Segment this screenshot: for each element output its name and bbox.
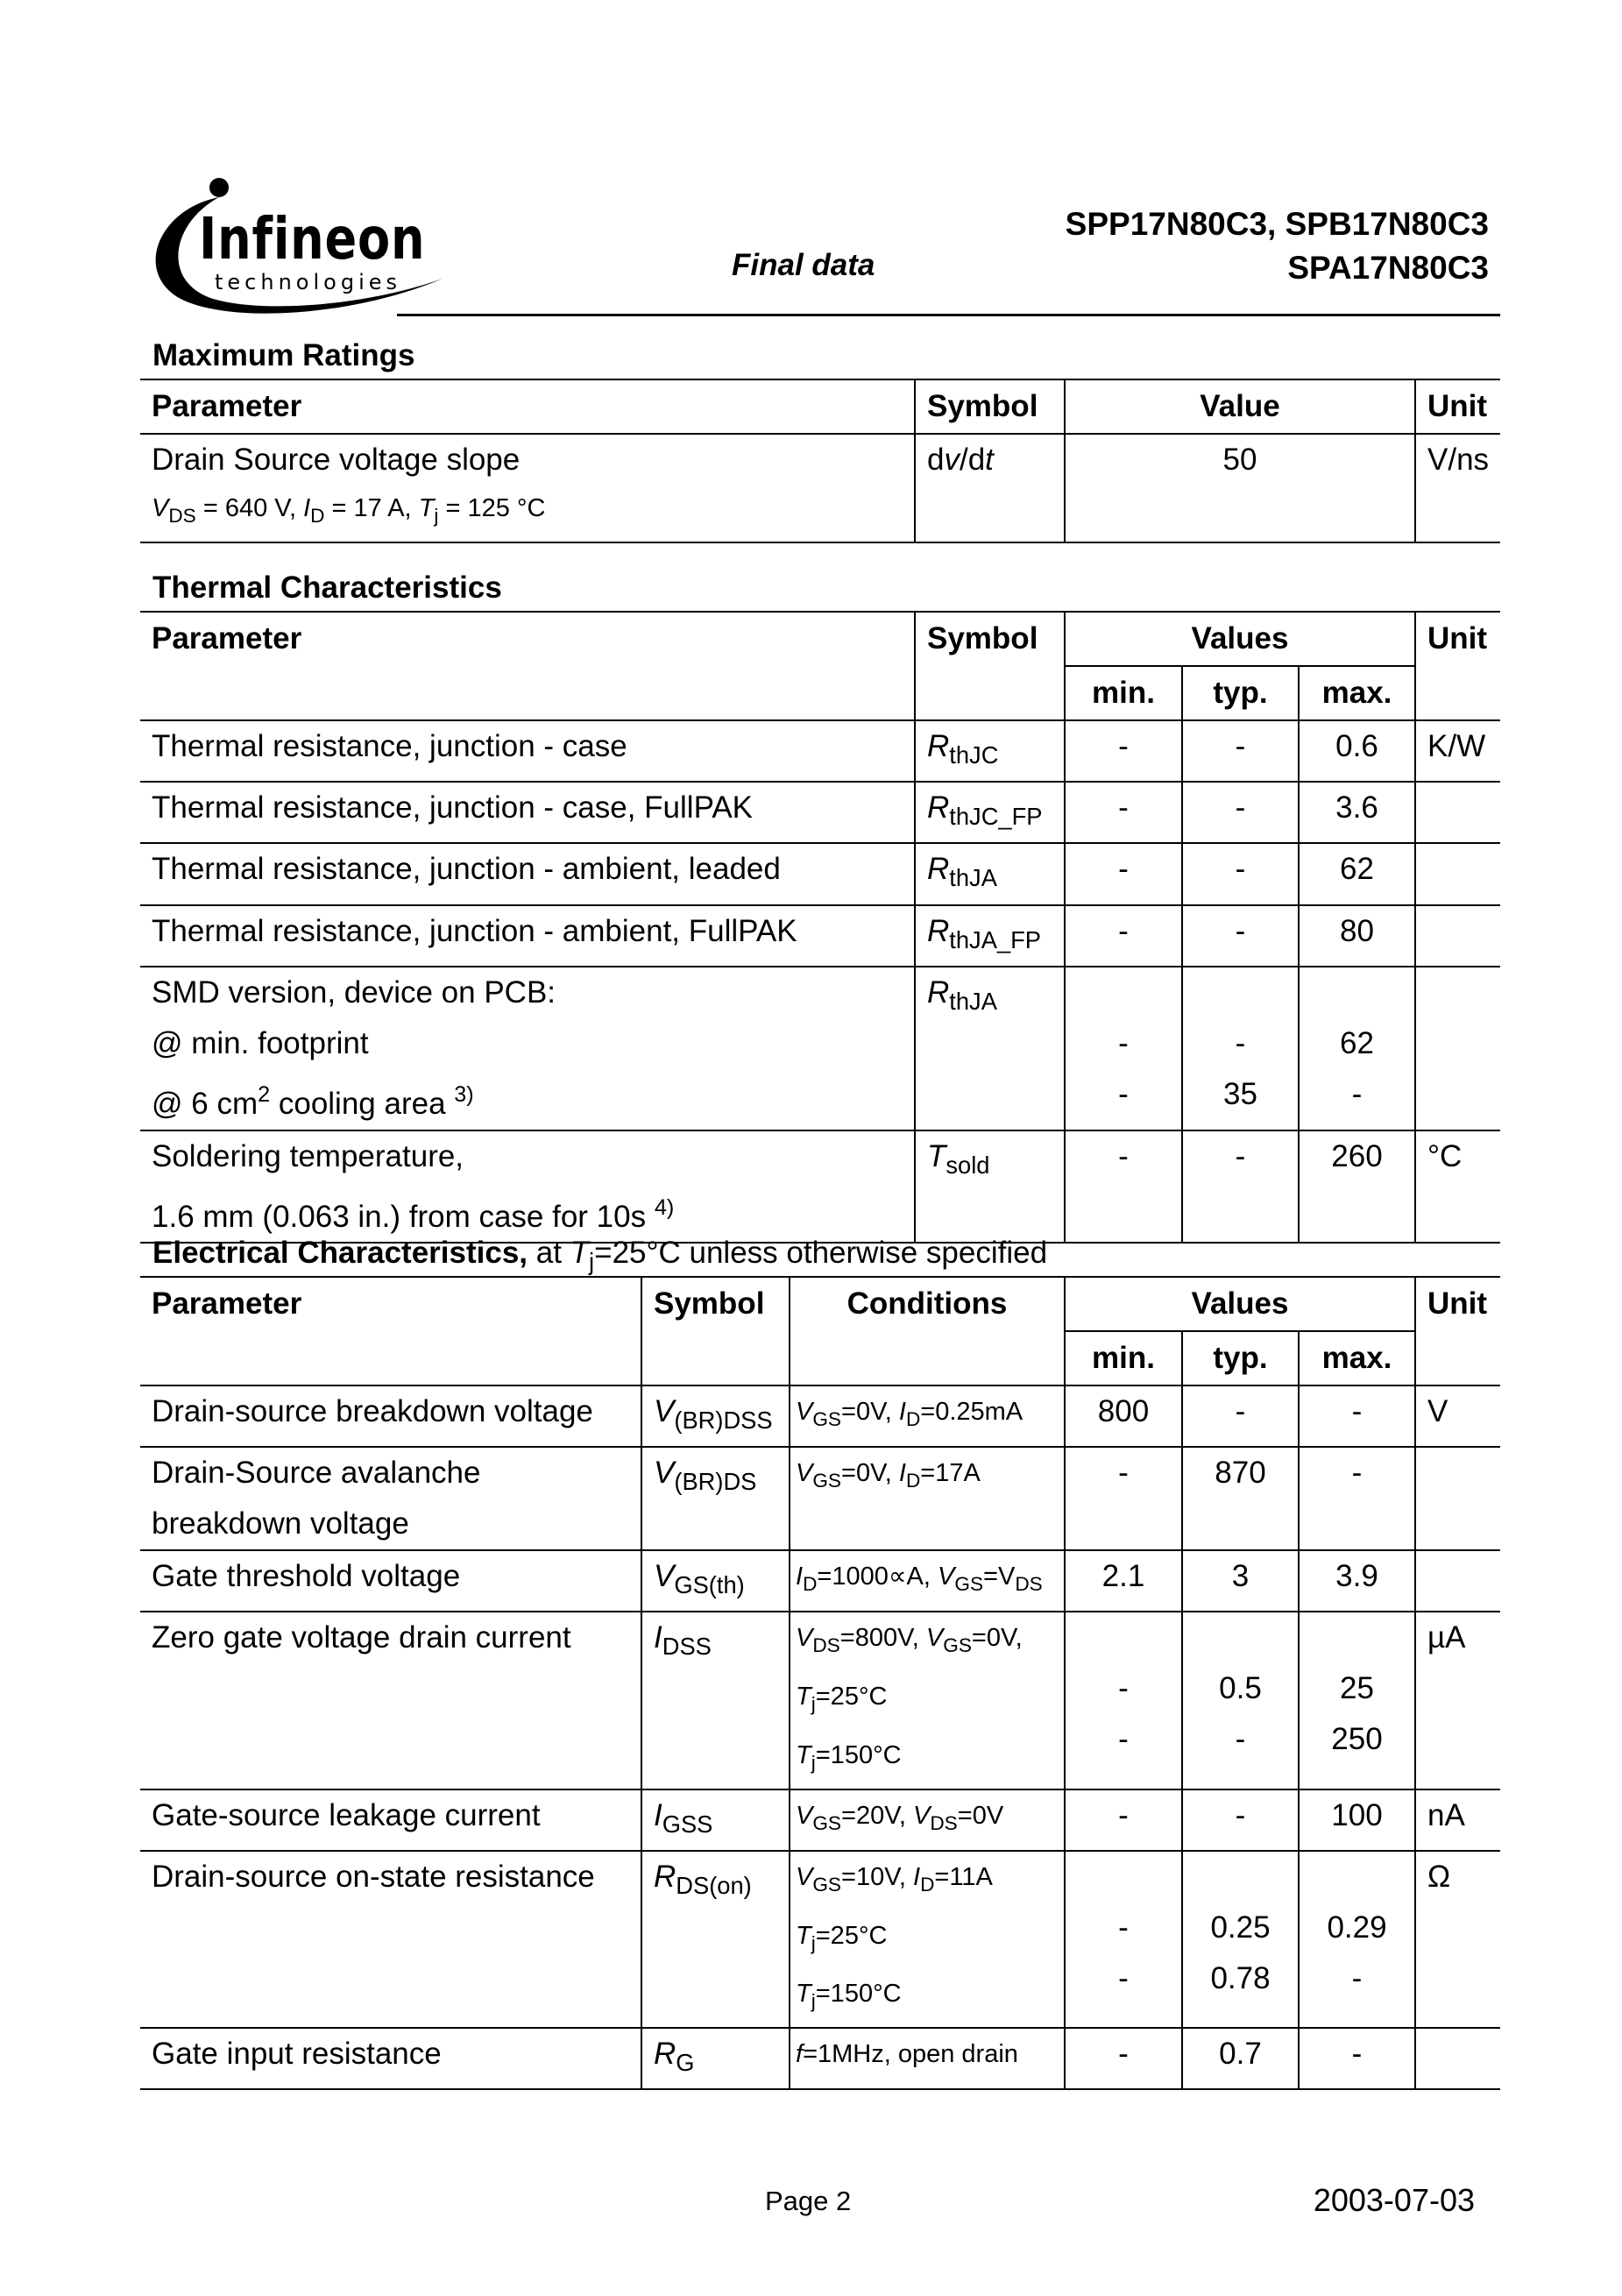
row-symbol: $R_{DS(on)}$	[641, 1851, 790, 2028]
table-row: Drain-source on-state resistance $R_{DS(on)}$ $V_{GS}=10V$, $I_D=11A$ $T_j=25^\circ C$ $T_j=150^\circ C$ - - 0.25 0.78 0.29 - Ω	[140, 1851, 1500, 2028]
maximum-ratings-table	[140, 379, 1500, 543]
row-conditions: $V_{GS}=0V$, $I_D=0.25mA$	[790, 1385, 1065, 1447]
row-value: 50	[1065, 434, 1415, 542]
logo-word: Infineon	[199, 205, 426, 273]
row-max: 260	[1299, 1130, 1415, 1244]
electrical-section	[140, 1230, 1500, 2090]
table-subheader-row	[140, 1331, 1500, 1385]
table-row	[140, 1130, 1500, 1244]
row-symbol: $V_{(BR)DS}$	[641, 1447, 790, 1550]
row-parameter: Thermal resistance, junction - case	[152, 729, 627, 763]
row-symbol: $R_{thJA\_FP}$	[915, 905, 1065, 967]
row-conditions: f=1MHz, open drain	[790, 2028, 1065, 2089]
row-symbol: $R_{thJC\_FP}$	[915, 782, 1065, 843]
row-min: 2.1	[1065, 1550, 1182, 1612]
row-symbol: $R_{thJC}$	[915, 720, 1065, 782]
maximum-ratings-section	[140, 333, 1500, 543]
row-symbol: dv/dt	[915, 434, 1065, 542]
row-min: -	[1065, 782, 1182, 843]
row-parameter: Thermal resistance, junction - ambient, leaded	[152, 852, 781, 887]
table-subheader-row	[140, 666, 1500, 720]
row-typ: -	[1182, 782, 1299, 843]
row-typ: -	[1182, 843, 1299, 904]
row-unit: K/W	[1415, 720, 1500, 782]
col-symbol: Symbol	[915, 379, 1065, 434]
row-parameter: Drain-Source avalanche	[152, 1456, 481, 1491]
table-row	[140, 1789, 1500, 1851]
part-numbers-line2: SPA17N80C3	[1287, 250, 1489, 286]
row-symbol: $R_{thJA}$	[915, 967, 1065, 1130]
row-max: -	[1299, 2028, 1415, 2089]
col-value: Value	[1065, 379, 1415, 434]
solder-line2: 1.6 mm (0.063 in.) from case for 10s $^{4)}$	[152, 1194, 675, 1234]
logo-subword: technologies	[215, 270, 401, 294]
table-row	[140, 2028, 1500, 2089]
table-row: Zero gate voltage drain current $I_{DSS}$ $V_{DS}=800V$, $V_{GS}=0V$, $T_j=25^\circ C$ $T_j=150^\circ C$ - - 0.5 - 25 250 µA	[140, 1612, 1500, 1789]
row-parameter: Thermal resistance, junction - case, FullPAK	[152, 790, 754, 826]
row-unit: µA	[1415, 1612, 1500, 1789]
table-row	[140, 434, 1500, 542]
row-symbol: $R_G$	[641, 2028, 790, 2089]
col-parameter: Parameter	[152, 389, 302, 423]
col-max: max.	[1299, 1331, 1415, 1385]
table-header-row	[140, 1277, 1500, 1331]
smd-parameter: SMD version, device on PCB:	[152, 974, 556, 1010]
row-parameter: Zero gate voltage drain current	[152, 1620, 571, 1655]
row-typ: 0.7	[1182, 2028, 1299, 2089]
row-conditions: $V_{DS} = 640$ V, $I_D = 17$ A, $T_j = 125$ °C	[152, 494, 546, 527]
row-max: 80	[1299, 905, 1415, 967]
row-parameter: Drain-source breakdown voltage	[152, 1394, 593, 1428]
smd-line1: @ min. footprint	[152, 1025, 369, 1060]
row-max: 3.6	[1299, 782, 1415, 843]
thermal-section	[140, 565, 1500, 1244]
thermal-title: Thermal Characteristics	[152, 570, 502, 605]
row-symbol: $V_{GS(th)}$	[641, 1550, 790, 1612]
electrical-title: Electrical Characteristics, at $T_j=25^\circ C$ unless otherwise specified	[152, 1236, 1048, 1276]
col-values: Values	[1065, 612, 1415, 666]
row-parameter: Thermal resistance, junction - ambient, FullPAK	[152, 913, 797, 948]
row-parameter: Gate input resistance	[152, 2037, 442, 2072]
table-row: SMD version, device on PCB: @ min. footprint @ 6 $cm^2$ cooling area $^{3)}$ $R_{thJA}$ - - - 35 62 -	[140, 967, 1500, 1130]
row-typ: 3	[1182, 1550, 1299, 1612]
row-typ: -	[1182, 905, 1299, 967]
row-conditions: $V_{GS}=0V$, $I_D=17A$	[790, 1447, 1065, 1550]
document-status: Final data	[732, 248, 875, 282]
page-number: Page 2	[765, 2186, 852, 2216]
col-values: Values	[1065, 1277, 1415, 1331]
row-symbol: $R_{thJA}$	[915, 843, 1065, 904]
table-row	[140, 843, 1500, 904]
row-parameter-cont: breakdown voltage	[152, 1506, 409, 1541]
row-parameter: Drain-source on-state resistance	[152, 1859, 595, 1894]
col-symbol: Symbol	[915, 612, 1065, 666]
row-min: -	[1065, 1130, 1182, 1244]
col-unit: Unit	[1415, 379, 1500, 434]
row-min: -	[1065, 1447, 1182, 1550]
row-typ: -	[1182, 720, 1299, 782]
col-min: min.	[1065, 1331, 1182, 1385]
maximum-ratings-title: Maximum Ratings	[152, 338, 415, 372]
header-rule	[397, 314, 1500, 316]
row-typ: -	[1182, 1789, 1299, 1851]
row-min: -	[1065, 720, 1182, 782]
document-date: 2003-07-03	[1313, 2182, 1475, 2218]
row-typ: -	[1182, 1385, 1299, 1447]
col-min: min.	[1065, 666, 1182, 720]
logo-swoosh-icon	[136, 175, 460, 324]
electrical-table	[140, 1276, 1500, 2090]
row-conditions: $V_{DS}=800V$, $V_{GS}=0V$, $T_j=25^\circ C$ $T_j=150^\circ C$	[790, 1612, 1065, 1789]
row-conditions: $V_{GS}=20V$, $V_{DS}=0V$	[790, 1789, 1065, 1851]
smd-line2: @ 6 $cm^2$ cooling area $^{3)}$	[152, 1081, 474, 1121]
thermal-table	[140, 611, 1500, 1244]
row-typ: 870	[1182, 1447, 1299, 1550]
table-row	[140, 1447, 1500, 1550]
row-parameter: Gate threshold voltage	[152, 1559, 461, 1594]
row-max: 0.6	[1299, 720, 1415, 782]
table-header-row	[140, 379, 1500, 434]
col-typ: typ.	[1182, 1331, 1299, 1385]
row-min: -	[1065, 905, 1182, 967]
row-min: -	[1065, 2028, 1182, 2089]
row-unit: V/ns	[1415, 434, 1500, 542]
row-symbol: $I_{DSS}$	[641, 1612, 790, 1789]
col-unit: Unit	[1415, 1277, 1500, 1331]
row-max: 62	[1299, 843, 1415, 904]
row-parameter: Gate-source leakage current	[152, 1797, 541, 1832]
row-symbol: $V_{(BR)DSS}$	[641, 1385, 790, 1447]
table-row	[140, 905, 1500, 967]
table-row	[140, 720, 1500, 782]
part-numbers-line1: SPP17N80C3, SPB17N80C3	[1065, 206, 1489, 242]
col-symbol: Symbol	[641, 1277, 790, 1331]
col-unit: Unit	[1415, 612, 1500, 666]
table-row	[140, 1550, 1500, 1612]
row-conditions: $V_{GS}=10V$, $I_D=11A$ $T_j=25^\circ C$ $T_j=150^\circ C$	[790, 1851, 1065, 2028]
col-parameter: Parameter	[152, 1286, 302, 1321]
row-min: -	[1065, 1789, 1182, 1851]
row-unit: V	[1415, 1385, 1500, 1447]
row-max: 3.9	[1299, 1550, 1415, 1612]
row-typ: -	[1182, 1130, 1299, 1244]
row-symbol: $I_{GSS}$	[641, 1789, 790, 1851]
row-min: -	[1065, 843, 1182, 904]
row-min: 800	[1065, 1385, 1182, 1447]
row-max: 100	[1299, 1789, 1415, 1851]
row-unit: °C	[1415, 1130, 1500, 1244]
solder-line1: Soldering temperature,	[152, 1138, 464, 1173]
col-max: max.	[1299, 666, 1415, 720]
row-unit: Ω	[1415, 1851, 1500, 2028]
col-conditions: Conditions	[790, 1277, 1065, 1331]
row-parameter: Drain Source voltage slope	[152, 443, 521, 477]
table-row	[140, 1385, 1500, 1447]
row-max: -	[1299, 1385, 1415, 1447]
infineon-logo	[136, 175, 460, 324]
table-header-row	[140, 612, 1500, 666]
row-unit: nA	[1415, 1789, 1500, 1851]
row-max: -	[1299, 1447, 1415, 1550]
row-conditions: $I_D=1000\propto A$, $V_{GS}=V_{DS}$	[790, 1550, 1065, 1612]
col-typ: typ.	[1182, 666, 1299, 720]
row-symbol: $T_{sold}$	[915, 1130, 1065, 1244]
table-row	[140, 782, 1500, 843]
col-parameter: Parameter	[152, 621, 302, 655]
